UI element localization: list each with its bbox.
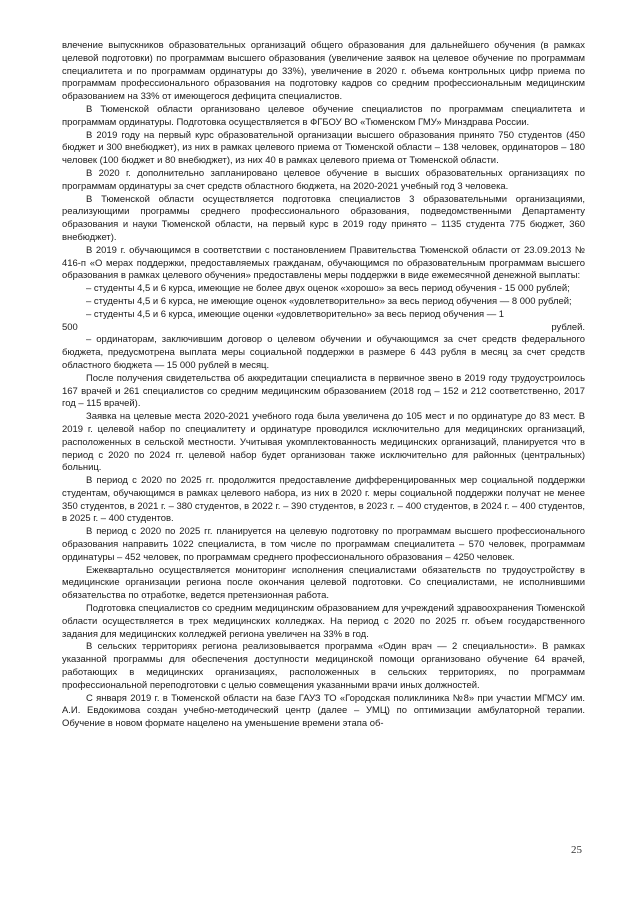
paragraph: В период с 2020 по 2025 гг. продолжится предоставление дифференцированных мер социальной поддержки студентам, обучающимся в рамках целевого набора, из них в 2020 г. меры социальной поддержки получат не менее 350 студентов, в 2021 г. – 380 студентов, в 2022 г. – 390 студентов, в 2023 г. – 400 студентов, в 2024 г. – 400 студентов, в 2025 г. – 400 студентов. xyxy=(62,475,585,525)
paragraph: влечение выпускников образовательных организаций общего образования для дальнейшего обучения (в рамках целевой подготовки) по программам высшего образования (увеличение заявок на целевое обучение по программам специалитета и по программам ординатуры до 33%), увеличение в 2020 г. объема контрольных цифр приема по программам профессионального образования на подготовку кадров со средним профессиональным медицинским образованием на 33% от имеющегося дефицита специалистов. xyxy=(62,40,585,103)
paragraph: В 2019 г. обучающимся в соответствии с постановлением Правительства Тюменской области от 23.09.2013 № 416-п «О мерах поддержки, предоставляемых гражданам, обучающимся по образовательным программам высшего образования в рамках целевого обучения» предоставлены меры поддержки в виде ежемесячной денежной выплаты: xyxy=(62,244,585,282)
paragraph: В период с 2020 по 2025 гг. планируется на целевую подготовку по программам высшего профессионального образования направить 1022 специалиста, в том числе по программам специалитета – 570 человек, программам ординатуры – 452 человек, по программам среднего профессионального образования – 4250 человек. xyxy=(62,526,585,563)
split-line-left: 500 xyxy=(62,321,78,333)
paragraph: С января 2019 г. в Тюменской области на базе ГАУЗ ТО «Городская поликлиника №8» при участии МГМСУ им. А.И. Евдокимова создан учебно-методический центр (далее – УМЦ) по оптимизации амбулаторной терапии. Обучение в новом формате нацелено на уменьшение времени этапа об- xyxy=(62,692,585,730)
page-number: 25 xyxy=(571,844,582,856)
paragraph: Подготовка специалистов со средним медицинским образованием для учреждений здравоохранения Тюменской области осуществляется в трех медицинских колледжах. На период с 2020 по 2025 гг. объем государственного задания для медицинских колледжей региона увеличен на 33% в год. xyxy=(62,603,585,640)
split-line xyxy=(62,322,585,335)
paragraph: – студенты 4,5 и 6 курса, имеющие не более двух оценок «хорошо» за весь период обучения - 15 000 рублей; xyxy=(86,283,570,295)
paragraph: – студенты 4,5 и 6 курса, не имеющие оценок «удовлетворительно» за весь период обучения — 8 000 рублей; xyxy=(86,295,572,307)
paragraph: Ежеквартально осуществляется мониторинг исполнения специалистами обязательств по трудоустройству в медицинские организации региона после окончания целевой подготовки. Со специалистами, не исполнившими обязательства по отработке, ведется претензионная работа. xyxy=(62,564,585,602)
paragraph: В 2020 г. дополнительно запланировано целевое обучение в высших образовательных организациях по программам ординатуры за счет средств областного бюджета, на 2020-2021 учебный год 3 человека. xyxy=(62,167,585,192)
paragraph: В Тюменской области осуществляется подготовка специалистов 3 образовательными организациями, реализующими программы среднего профессионального образования, подведомственными Департаменту образования и науки Тюменской области, на первый курс в 2019 году принято – 1135 студента 775 бюджет, 360 внебюджет). xyxy=(62,193,585,243)
paragraph: – ординаторам, заключившим договор о целевом обучении и обучающимся за счет средств федерального бюджета, предусмотрена выплата меры социальной поддержки в размере 6 443 рубля в месяц за счет средств областного бюджета — 15 000 рублей в месяц. xyxy=(62,334,585,371)
paragraph: В Тюменской области организовано целевое обучение специалистов по программам специалитета и программам ординатуры. Подготовка осуществляется в ФГБОУ ВО «Тюменском ГМУ» Минздрава России. xyxy=(62,103,585,128)
paragraph: – студенты 4,5 и 6 курса, имеющие оценки «удовлетворительно» за весь период обучения — 1 xyxy=(86,308,505,320)
paragraph: После получения свидетельства об аккредитации специалиста в первичное звено в 2019 году трудоустроилось 167 врачей и 261 специалистов со средним медицинским образованием (2018 год – 152 и 212 соответственно, 2017 год – 115 врачей). xyxy=(62,372,585,410)
document-page xyxy=(62,40,585,731)
paragraph: В 2019 году на первый курс образовательной организации высшего образования принято 750 студентов (450 бюджет и 300 внебюджет), из них в рамках целевого приема от Тюменской области – 138 человек, ординаторов – 180 человек (100 бюджет и 80 внебюджет), из них 40 в рамках целевого приема от Тюменской области. xyxy=(62,129,585,167)
paragraph: Заявка на целевые места 2020-2021 учебного года была увеличена до 105 мест и по ординатуре до 83 мест. В 2019 г. целевой набор по специалитету и ординатуре проводился исключительно для медицинских организаций, расположенных в сельской местности. Учитывая укомплектованность медицинских организаций, планируется что в период с 2020 по 2024 гг. целевой набор будет организован также исключительно для районных (центральных) больниц. xyxy=(62,411,585,474)
split-line-right: рублей. xyxy=(551,321,585,333)
text-block-2 xyxy=(62,334,585,731)
text-block-1 xyxy=(62,40,585,322)
paragraph: В сельских территориях региона реализовывается программа «Один врач — 2 специальности». В рамках указанной программы для обеспечения доступности медицинской помощи организовано обучение 64 врачей, работающих в медицинских организациях, расположенных в сельских территориях, по программам профессиональной переподготовки с целью совмещения указанными врачи иных должностей. xyxy=(62,641,585,691)
